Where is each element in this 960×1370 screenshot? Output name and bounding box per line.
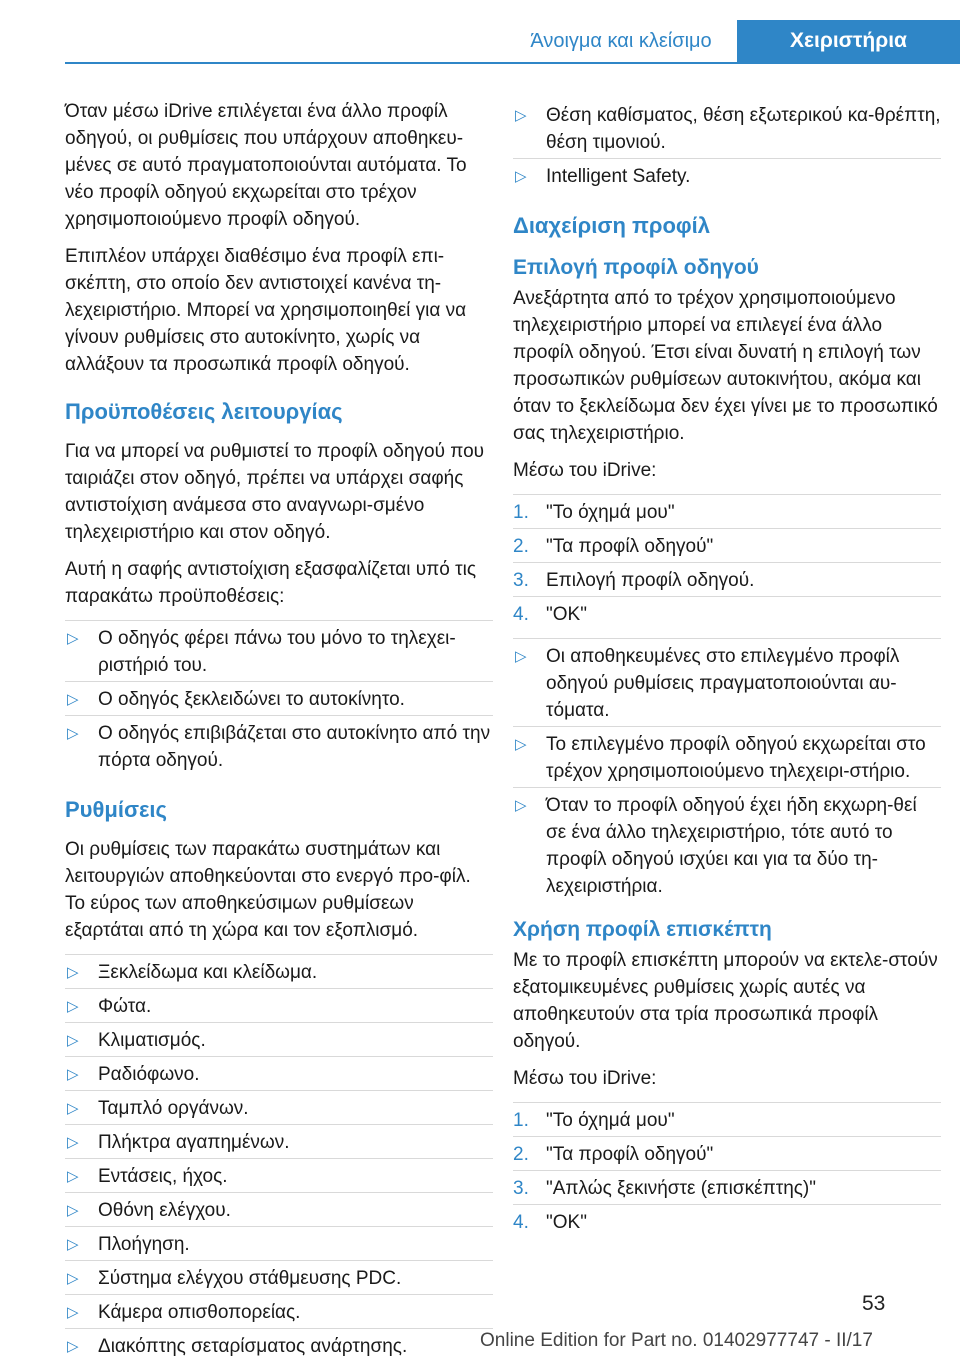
list-item: ▷ Θέση καθίσματος, θέση εξωτερικού κα‐θρέπτη, θέση τιμονιού. [513,98,941,158]
list-item: ▷ Εντάσεις, ήχος. [65,1158,493,1192]
prerequisite-list [65,620,493,776]
list-item: ▷ Οθόνη ελέγχου. [65,1192,493,1226]
triangle-bullet-icon: ▷ [67,1236,79,1253]
triangle-bullet-icon: ▷ [67,1168,79,1185]
step-item: 3. "Απλώς ξεκινήστε (επισκέπτης)" [513,1170,941,1204]
triangle-bullet-icon: ▷ [67,630,79,647]
heading-settings: Ρυθμίσεις [65,797,167,822]
triangle-bullet-icon: ▷ [67,1202,79,1219]
list-item: ▷ Το επιλεγμένο προφίλ οδηγού εκχωρείται στο τρέχον χρησιμοποιούμενο τηλεχειρι‐στήριο. [513,726,941,787]
heading-select-driver-profile: Επιλογή προφίλ οδηγού [513,256,759,279]
paragraph: Με το προφίλ επισκέπτη μπορούν να εκτελε‐στούν εξατομικευμένες ρυθμίσεις χωρίς αυτές να αποθηκευτούν στα τρία προσωπικά προφίλ οδηγού. [513,950,938,1052]
list-item: ▷ Φώτα. [65,988,493,1022]
triangle-bullet-icon: ▷ [67,691,79,708]
header-section-title: Άνοιγμα και κλείσιμο [530,30,712,52]
heading-prerequisites: Προϋποθέσεις λειτουργίας [65,399,343,424]
triangle-bullet-icon: ▷ [67,1304,79,1321]
list-item: ▷ Όταν το προφίλ οδηγού έχει ήδη εκχωρη‐θεί σε ένα άλλο τηλεχειριστήριο, τότε αυτό το προφίλ οδηγού ισχύει και για τα δύο τη‐λεχειριστήρια. [513,787,941,902]
result-list [513,638,941,902]
triangle-bullet-icon: ▷ [515,648,527,665]
triangle-bullet-icon: ▷ [67,1032,79,1049]
triangle-bullet-icon: ▷ [515,797,527,814]
list-item: ▷ Ο οδηγός φέρει πάνω του μόνο το τηλεχει‐ριστήριό του. [65,620,493,681]
triangle-bullet-icon: ▷ [67,725,79,742]
list-item: ▷ Ραδιόφωνο. [65,1056,493,1090]
step-item: 3. Επιλογή προφίλ οδηγού. [513,562,941,596]
step-item: 1. "Το όχημά μου" [513,1102,941,1136]
paragraph: Όταν μέσω iDrive επιλέγεται ένα άλλο προφίλ οδηγού, οι ρυθμίσεις που υπάρχουν αποθηκευ‐μένες σε αυτό πραγματοποιούνται αυτόματα. Το νέο προφίλ οδηγού εκχωρείται στο τρέχον χρησιμοποιούμενο προφίλ οδηγού. [65,101,467,230]
triangle-bullet-icon: ▷ [67,1270,79,1287]
settings-list-continued [513,98,941,192]
triangle-bullet-icon: ▷ [515,736,527,753]
list-item: ▷ Ο οδηγός ξεκλειδώνει το αυτοκίνητο. [65,681,493,715]
triangle-bullet-icon: ▷ [67,1066,79,1083]
list-item: ▷ Ταμπλό οργάνων. [65,1090,493,1124]
step-item: 1. "Το όχημά μου" [513,494,941,528]
triangle-bullet-icon: ▷ [67,1338,79,1355]
right-column [513,98,941,1246]
step-item: 4. "OK" [513,596,941,630]
list-item: ▷ Πλοήγηση. [65,1226,493,1260]
triangle-bullet-icon: ▷ [515,168,527,185]
triangle-bullet-icon: ▷ [67,964,79,981]
paragraph: Αυτή η σαφής αντιστοίχιση εξασφαλίζεται υπό τις παρακάτω προϋποθέσεις: [65,559,477,607]
step-item: 4. "OK" [513,1204,941,1238]
list-item: ▷ Ο οδηγός επιβιβάζεται στο αυτοκίνητο από την πόρτα οδηγού. [65,715,493,776]
triangle-bullet-icon: ▷ [67,1134,79,1151]
paragraph: Μέσω του iDrive: [513,460,657,481]
paragraph: Ανεξάρτητα από το τρέχον χρησιμοποιούμενο τηλεχειριστήριο μπορεί να επιλεγεί ένα άλλο προφίλ οδηγού. Έτσι είναι δυνατή η επιλογή των προσωπικών ρυθμίσεων αυτοκινήτου, ακόμα και όταν το ξεκλείδωμα δεν έχει γίνει με το προσωπικό σας τηλεχειριστήριο. [513,288,938,444]
list-item: ▷ Ξεκλείδωμα και κλείδωμα. [65,954,493,988]
step-item: 2. "Τα προφίλ οδηγού" [513,528,941,562]
paragraph: Για να μπορεί να ρυθμιστεί το προφίλ οδηγού που ταιριάζει στον οδηγό, πρέπει να υπάρχει σαφής αντιστοίχιση ανάμεσα στο αναγνωρι‐σμένο τηλεχειριστήριο και στον οδηγό. [65,441,485,543]
heading-profile-management: Διαχείριση προφίλ [513,213,710,238]
triangle-bullet-icon: ▷ [515,107,527,124]
left-column [65,98,493,1370]
list-item: ▷ Πλήκτρα αγαπημένων. [65,1124,493,1158]
header-chapter-tab: Χειριστήρια [737,20,960,62]
list-item: ▷ Intelligent Safety. [513,158,941,192]
steps-list [513,494,941,630]
list-item: ▷ Διακόπτης σεταρίσματος ανάρτησης. [65,1328,493,1362]
triangle-bullet-icon: ▷ [67,1100,79,1117]
list-item: ▷ Κάμερα οπισθοπορείας. [65,1294,493,1328]
settings-list [65,954,493,1362]
paragraph: Επιπλέον υπάρχει διαθέσιμο ένα προφίλ επι‐σκέπτη, στο οποίο δεν αντιστοιχεί κανένα τη‐λεχειριστήριο. Μπορεί να χρησιμοποιηθεί για να γίνουν ρυθμίσεις στο αυτοκίνητο, χωρίς να αλλάξουν τα προσωπικά προφίλ οδηγού. [65,246,467,375]
page-number: 53 [862,1292,886,1315]
paragraph: Μέσω του iDrive: [513,1068,657,1089]
triangle-bullet-icon: ▷ [67,998,79,1015]
paragraph: Οι ρυθμίσεις των παρακάτω συστημάτων και λειτουργιών αποθηκεύονται στο ενεργό προ‐φίλ. Το εύρος των αποθηκεύσιμων ρυθμίσεων εξαρτάται από τη χώρα και τον εξοπλισμό. [65,839,471,941]
steps-list [513,1102,941,1238]
list-item: ▷ Σύστημα ελέγχου στάθμευσης PDC. [65,1260,493,1294]
list-item: ▷ Κλιματισμός. [65,1022,493,1056]
edition-footer: Online Edition for Part no. 01402977747 - II/17 [480,1330,873,1351]
list-item: ▷ Οι αποθηκευμένες στο επιλεγμένο προφίλ οδηγού ρυθμίσεις πραγματοποιούνται αυ‐τόματα. [513,638,941,726]
heading-guest-profile: Χρήση προφίλ επισκέπτη [513,918,772,941]
header-rule [65,62,960,64]
step-item: 2. "Τα προφίλ οδηγού" [513,1136,941,1170]
